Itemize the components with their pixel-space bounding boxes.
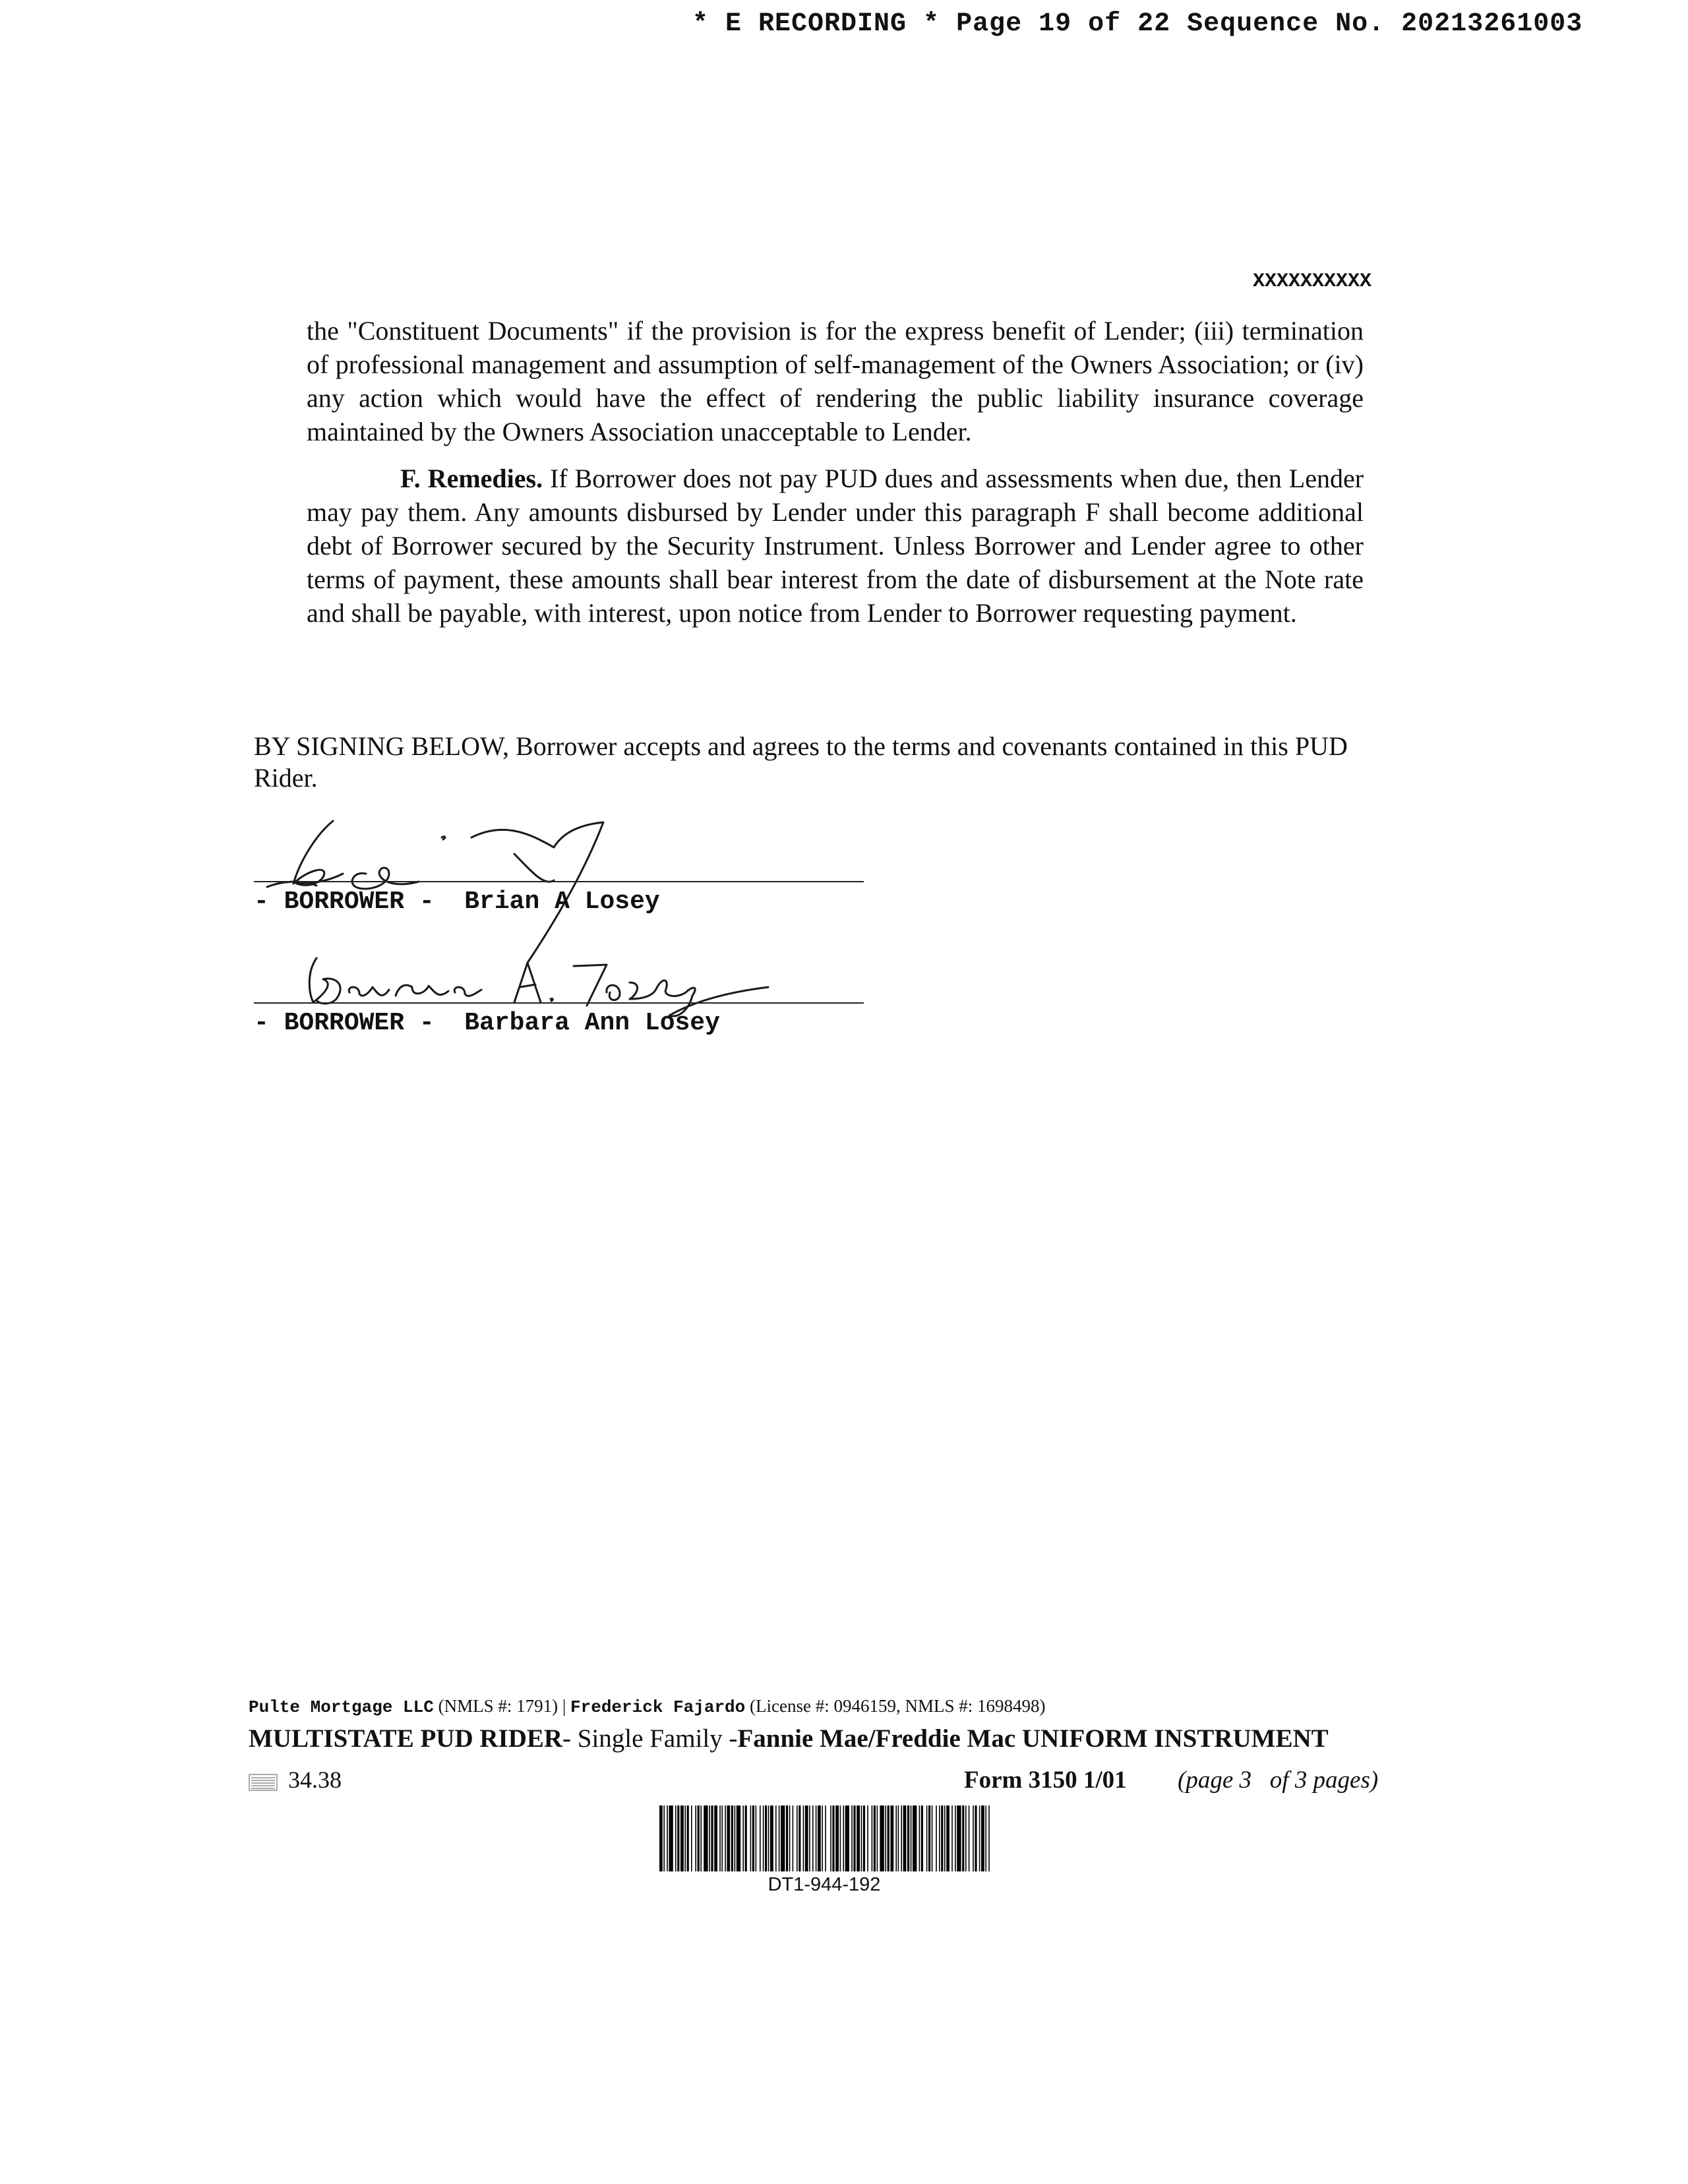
barcode-bar (756, 1805, 757, 1871)
barcode-bar (775, 1805, 777, 1871)
barcode-bar (843, 1805, 844, 1871)
barcode-bar (727, 1805, 730, 1871)
barcode-bar (704, 1805, 708, 1871)
barcode-bar (731, 1805, 733, 1871)
loan-number: XXXXXXXXXX (1253, 270, 1372, 293)
barcode-bar (667, 1805, 668, 1871)
form-code-icon (249, 1774, 278, 1791)
barcode-bar (770, 1805, 773, 1871)
form-title-bold-1: MULTISTATE PUD RIDER (249, 1724, 563, 1753)
barcode-bar (818, 1805, 821, 1871)
signature-line (254, 1002, 864, 1004)
barcode-bar (742, 1805, 744, 1871)
barcode-bar (714, 1805, 717, 1871)
barcode-bar (663, 1805, 665, 1871)
barcode-bar (803, 1805, 804, 1871)
barcode-bar (816, 1805, 817, 1871)
barcode-bar (835, 1805, 839, 1871)
lender-name: Pulte Mortgage LLC (249, 1697, 434, 1717)
signing-statement: BY SIGNING BELOW, Borrower accepts and agrees to the terms and covenants contained in this PUD Rider. (254, 731, 1348, 793)
originator-license: (License #: 0946159, NMLS #: 1698498) (750, 1696, 1046, 1716)
remedies-heading: F. Remedies. (400, 464, 543, 493)
barcode-bar (797, 1805, 798, 1871)
barcode-bar (789, 1805, 791, 1871)
barcode-bar (845, 1805, 849, 1871)
barcode-bar (946, 1805, 950, 1871)
barcode-bar (913, 1805, 917, 1871)
barcode-bar (725, 1805, 726, 1871)
barcode-bar (763, 1805, 764, 1871)
barcode-bar (872, 1805, 873, 1871)
barcode-bar (700, 1805, 702, 1871)
barcode-bar (721, 1805, 723, 1871)
barcode-bar (832, 1805, 834, 1871)
page-indicator: (page 3 of 3 pages) (1178, 1767, 1379, 1794)
separator: | (562, 1696, 566, 1716)
originator-name: Frederick Fajardo (570, 1697, 746, 1717)
barcode-bar (981, 1805, 984, 1871)
barcode-bar (737, 1805, 740, 1871)
barcode-bar (805, 1805, 808, 1871)
barcode-bar (863, 1805, 865, 1871)
lender-nmls: (NMLS #: 1791) (438, 1696, 558, 1716)
barcode-bar (941, 1805, 943, 1871)
barcode-bar (895, 1805, 897, 1871)
barcode-bar (919, 1805, 920, 1871)
barcode-bar (951, 1805, 953, 1871)
barcode-bar (786, 1805, 788, 1871)
barcode-bar (936, 1805, 937, 1871)
barcode-bar (965, 1805, 967, 1871)
barcode-bar (822, 1805, 823, 1871)
remedies-text: If Borrower does not pay PUD dues and assessments when due, then Lender may pay them. Any amounts disbursed by Lender under this paragraph F shall become additional debt of Borrower secured by the Security Instrument. Unless Borrower and Lender agree to other terms of payment, these amounts shall bear interest from the date of disbursement at the Note rate and shall be payable, with interest, upon notice from Lender to Borrower requesting payment. (307, 464, 1364, 628)
signature-line (254, 881, 864, 882)
barcode-bar (812, 1805, 814, 1871)
barcode-bar (944, 1805, 946, 1871)
barcode-bar (932, 1805, 933, 1871)
form-title-bold-2: Fannie Mae/Freddie Mac UNIFORM INSTRUMENT (737, 1724, 1329, 1753)
barcode-bar (979, 1805, 980, 1871)
signature-label-barbara: - BORROWER - Barbara Ann Losey (254, 1009, 720, 1037)
barcode-bar (880, 1805, 884, 1871)
barcode-bar (745, 1805, 747, 1871)
barcode-bar (765, 1805, 767, 1871)
recording-header: * E RECORDING * Page 19 of 22 Sequence No. 20213261003 (692, 9, 1583, 39)
barcode-bar (825, 1805, 826, 1871)
barcode-bar (921, 1805, 923, 1871)
barcode-bar (861, 1805, 862, 1871)
barcode-bar (988, 1805, 990, 1871)
barcode-bar (840, 1805, 841, 1871)
barcode-bar (955, 1805, 956, 1871)
barcode-bar (928, 1805, 930, 1871)
paragraph-continued: the "Constituent Documents" if the provision is for the express benefit of Lender; (iii) termination of professional management and assumption of self-management of the Owners Association; or (iv) any action which would have the effect of rendering the public liability insurance coverage maintained by the Owners Association unacceptable to Lender. (307, 316, 1364, 446)
signature-label-brian: - BORROWER - Brian A Losey (254, 888, 660, 916)
paragraph-remedies (307, 462, 1364, 630)
signature-barbara-losey (297, 946, 837, 1019)
barcode-bar (973, 1805, 974, 1871)
barcode-bar (851, 1805, 853, 1871)
barcode-bar (793, 1805, 794, 1871)
barcode-bar (969, 1805, 970, 1871)
barcode-bar (857, 1805, 860, 1871)
barcode-bar (799, 1805, 800, 1871)
barcode-bar (779, 1805, 780, 1871)
barcode-bar (695, 1805, 696, 1871)
form-number: Form 3150 1/01 (964, 1767, 1127, 1794)
form-title (249, 1724, 1329, 1753)
form-code-block (249, 1766, 342, 1794)
barcode-bar (768, 1805, 769, 1871)
barcode-bar (901, 1805, 902, 1871)
barcode-bar (975, 1805, 977, 1871)
barcode-bar (911, 1805, 912, 1871)
barcode-bar (750, 1805, 752, 1871)
footer-broker-info (249, 1696, 1045, 1717)
barcode-bar (709, 1805, 710, 1871)
barcode-bar (687, 1805, 689, 1871)
barcode-bar (691, 1805, 692, 1871)
barcode-bar (781, 1805, 785, 1871)
barcode-bar (957, 1805, 961, 1871)
barcode-bar (809, 1805, 810, 1871)
barcode-bar (735, 1805, 736, 1871)
barcode-bar (711, 1805, 713, 1871)
barcode-bar (939, 1805, 940, 1871)
barcode-bar (669, 1805, 673, 1871)
barcode-bar (853, 1805, 855, 1871)
barcode-bar (677, 1805, 679, 1871)
barcode (659, 1805, 990, 1871)
barcode-bar (888, 1805, 889, 1871)
barcode-bar (760, 1805, 761, 1871)
barcode-bar (907, 1805, 909, 1871)
barcode-bar (867, 1805, 868, 1871)
barcode-bar (659, 1805, 663, 1871)
barcode-bar (684, 1805, 686, 1871)
form-title-normal: - Single Family - (562, 1724, 738, 1753)
barcode-bar (903, 1805, 907, 1871)
barcode-bar (675, 1805, 677, 1871)
barcode-bar (830, 1805, 831, 1871)
barcode-bar (719, 1805, 721, 1871)
barcode-bar (885, 1805, 886, 1871)
barcode-bar (926, 1805, 928, 1871)
barcode-bar (877, 1805, 878, 1871)
barcode-bar (698, 1805, 700, 1871)
barcode-bar (874, 1805, 876, 1871)
barcode-bar (898, 1805, 899, 1871)
barcode-bar (752, 1805, 754, 1871)
barcode-bar (890, 1805, 893, 1871)
barcode-text: DT1-944-192 (768, 1874, 881, 1895)
barcode-bar (680, 1805, 684, 1871)
barcode-bar (985, 1805, 986, 1871)
form-code: 34.38 (288, 1767, 342, 1793)
barcode-bar (962, 1805, 964, 1871)
